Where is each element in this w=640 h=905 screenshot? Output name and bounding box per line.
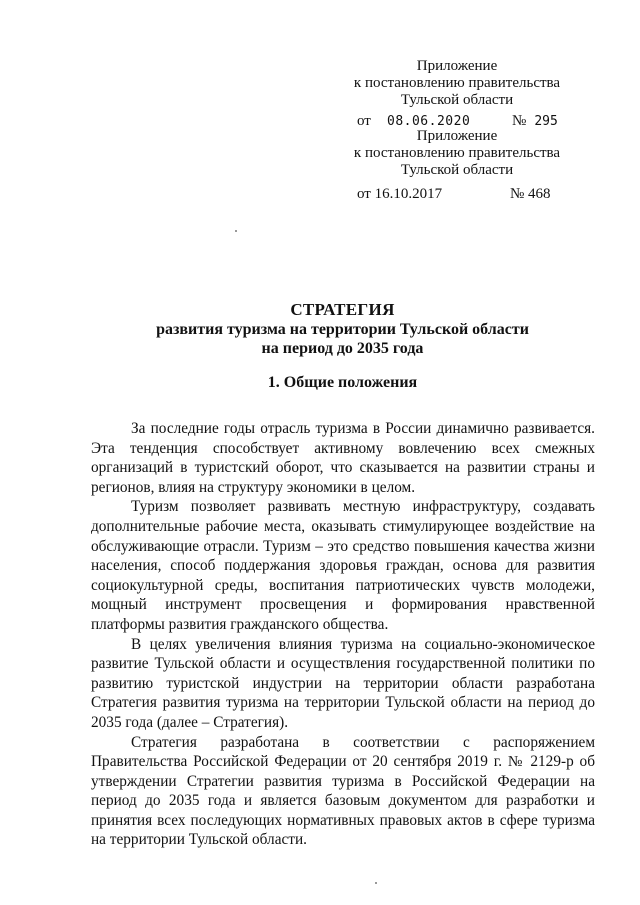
- appendix-resolution-line: к постановлению правительства: [353, 75, 561, 91]
- scan-speck: [235, 230, 237, 232]
- paragraph: Стратегия разработана в соответствии с распоряжением Правительства Российской Федерации от 20 сентября 2019 г. № 2129-р об утверждении Стратегии развития туризма в Российской Федерации на период до 2035 года и является базовым документом для разработки и принятия всех последующих нормативных правовых актов в сфере туризма на территории Тульской области.: [91, 733, 595, 849]
- document-body: [91, 419, 595, 850]
- section-heading: 1. Общие положения: [267, 374, 418, 391]
- number-value: 295: [534, 114, 558, 129]
- appendix-label: Приложение: [416, 128, 498, 144]
- appendix-header-original: [352, 128, 562, 179]
- paragraph: В целях увеличения влияния туризма на социально-экономическое развитие Тульской области и осуществления государственной политики по развитию туристской индустрии на территории области разработана Стратегия развития туризма на территории Тульской области на период до 2035 года (далее – Стратегия).: [91, 635, 595, 731]
- appendix-resolution-line: к постановлению правительства: [353, 145, 561, 161]
- appendix-header-current: [352, 58, 562, 109]
- resolution-number: № 468: [510, 186, 551, 202]
- title-main: СТРАТЕГИЯ: [290, 300, 395, 319]
- title-period: на период до 2035 года: [261, 340, 424, 357]
- paragraph: За последние годы отрасль туризма в России динамично развивается. Эта тенденция способствует активному вовлечению всех смежных организаций в туристский оборот, что сказывается на развитии страны и регионов, влияя на структуру экономики в целом.: [91, 420, 595, 496]
- document-title: [90, 300, 595, 358]
- resolution-date: 08.06.2020: [387, 114, 471, 129]
- from-label: от: [357, 113, 371, 129]
- appendix-region-line: Тульской области: [400, 162, 514, 178]
- resolution-date: от 16.10.2017: [357, 186, 443, 202]
- title-subject: развития туризма на территории Тульской области: [156, 321, 529, 338]
- appendix-region-line: Тульской области: [400, 92, 514, 108]
- paragraph: Туризм позволяет развивать местную инфраструктуру, создавать дополнительные рабочие места, оказывать стимулирующее воздействие на обслуживающие отрасли. Туризм – это средство повышения качества жизни населения, способ поддержания здоровья граждан, основа для развития социокультурной среды, воспитания патриотических чувств молодежи, мощный инструмент просвещения и формирования нравственной платформы развития гражданского общества.: [91, 498, 595, 633]
- number-label: №: [512, 113, 527, 129]
- resolution-dateline-original: [357, 186, 557, 203]
- appendix-label: Приложение: [416, 58, 498, 74]
- scan-speck: [375, 882, 377, 884]
